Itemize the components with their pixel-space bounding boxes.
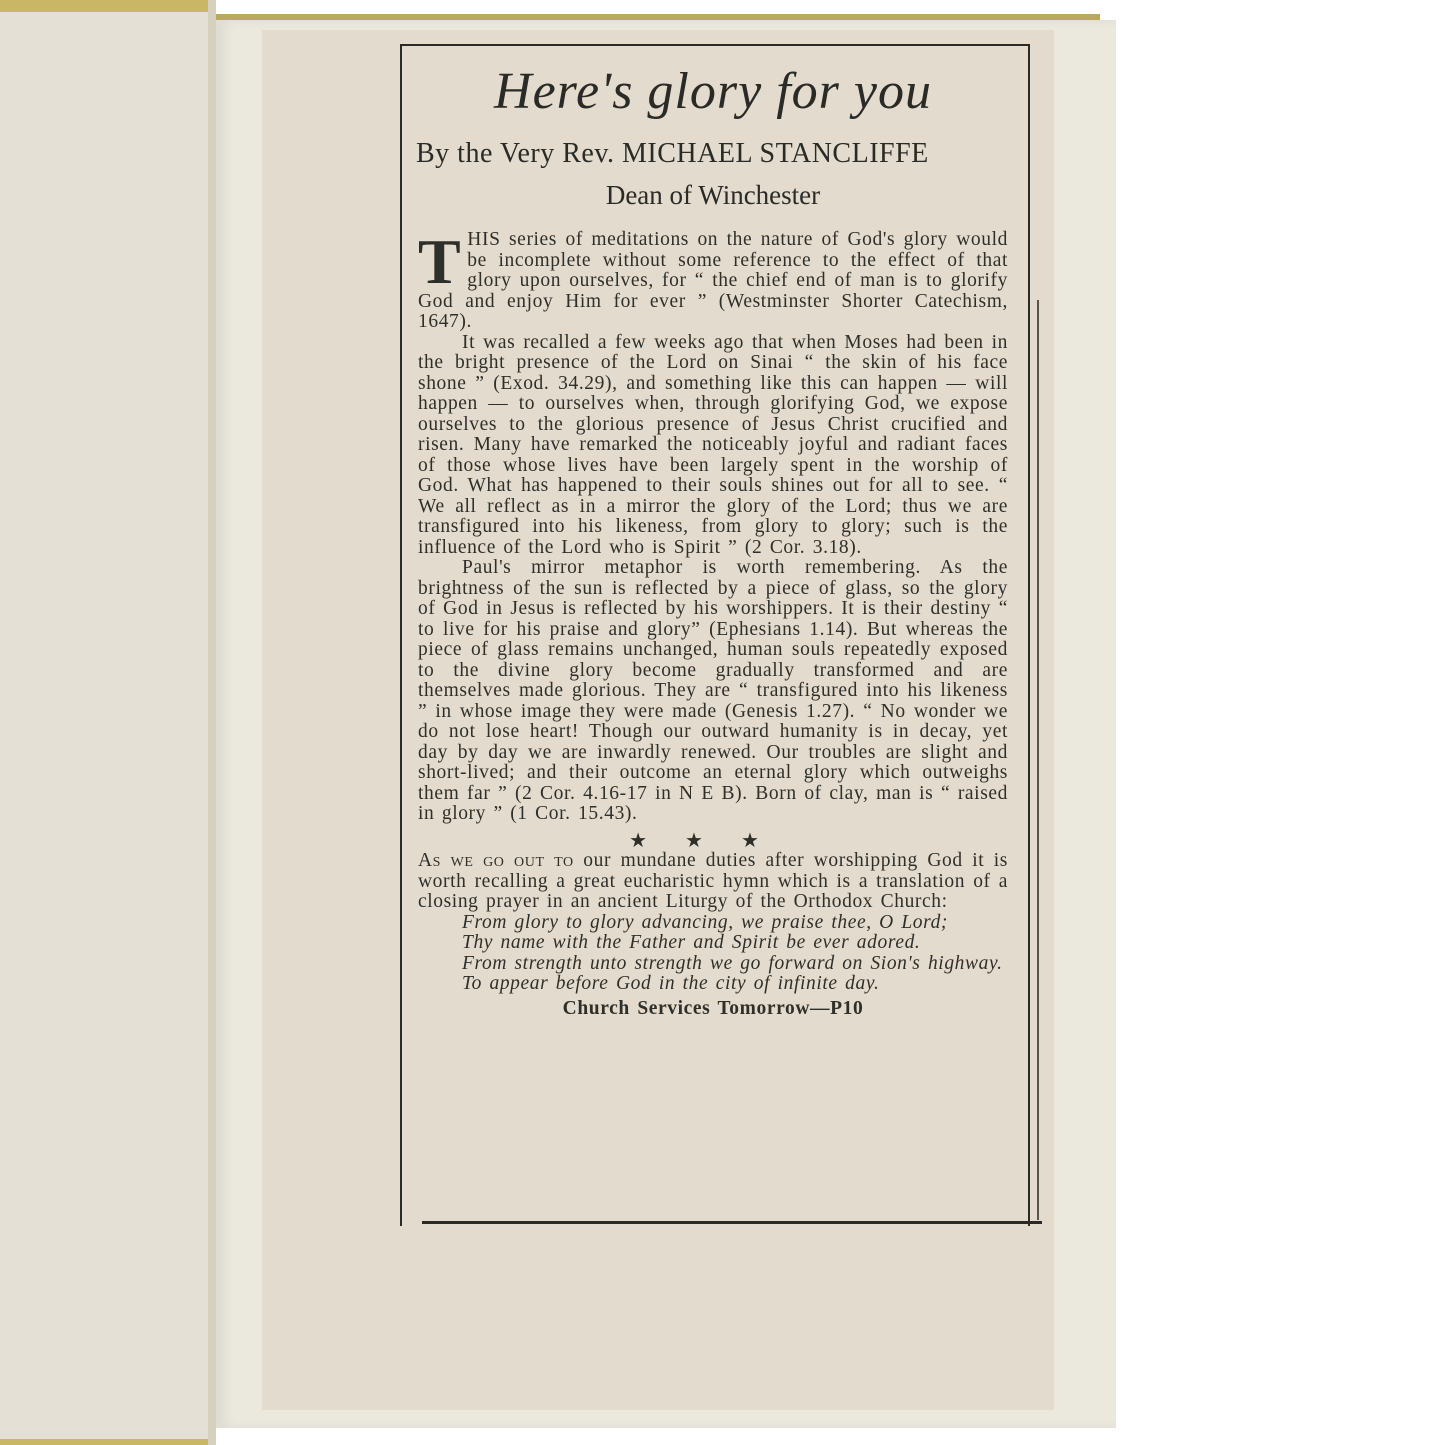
article-headline: Here's glory for you <box>494 63 932 120</box>
hymn-line: To appear before God in the city of infinite day. <box>462 973 880 994</box>
article-byline: By the Very Rev. MICHAEL STANCLIFFE <box>416 138 929 169</box>
paragraph-1 <box>418 226 1008 333</box>
closing-paragraph <box>418 851 1008 913</box>
book-gutter <box>208 0 216 1445</box>
paragraph-text: HIS series of meditations on the nature of God's glory would be incomplete without some reference to the effect of that glory upon ourselves, for “ the chief end of man is to glorify God and enjoy Him for ever ” (Westminster Shorter Catechism, 1647). <box>418 229 1008 332</box>
gilt-edge-bottom <box>0 1439 208 1445</box>
closing-text: our mundane duties after worshipping God it is worth recalling a great eucharistic hymn which is a translation of a closing prayer in an ancient Liturgy of the Orthodox Church: <box>418 850 1008 912</box>
author-position: Dean of Winchester <box>605 180 821 210</box>
drop-cap: T <box>418 226 462 297</box>
paragraph-2: It was recalled a few weeks ago that when Moses had been in the bright presence of the Lord on Sinai “ the skin of his face shone ” (Exod. 34.29), and something like this can happen — will happen — to ourselves when, through glorifying God, we expose ourselves to the glorious presence of Jesus Christ crucified and risen. Many have remarked the noticeably joyful and radiant faces of those whose lives have been largely spent in the worship of God. What has happened to their souls shines out for all to see. “ We all reflect as in a mirror the glory of the Lord; thus we are transfigured into his likeness, from glory to glory; such is the influence of the Lord who is Spirit ” (2 Cor. 3.18). <box>418 331 1008 558</box>
hymn-verse <box>418 913 1008 995</box>
hymn-line: From strength unto strength we go forward on Sion's highway. <box>462 952 1003 974</box>
gilt-edge-top <box>0 0 208 12</box>
paragraph-3: Paul's mirror metaphor is worth remembering. As the brightness of the sun is reflected by a piece of glass, so the glory of God in Jesus is reflected by his worshippers. It is their destiny “ to live for his praise and glory” (Ephesians 1.14). But whereas the piece of glass remains unchanged, human souls repeatedly exposed to the divine glory become gradually transformed and are themselves made glorious. They are “ transfigured into his likeness ” in whose image they were made (Genesis 1.27). “ No wonder we do not lose heart! Though our outward humanity is in decay, yet day by day we are inwardly renewed. Our troubles are slight and short-lived; and their outcome an eternal glory which outweighs them far ” (2 Cor. 4.16-17 in N E B). Born of clay, man is “ raised in glory ” (1 Cor. 15.43). <box>418 557 1008 824</box>
column-rule <box>1037 300 1039 1220</box>
star-separator: ★★★ <box>629 829 797 852</box>
book-cover-endpaper <box>0 0 211 1445</box>
article-bottom-rule <box>422 1221 1042 1224</box>
page-reference: Church Services Tomorrow—P10 <box>562 997 864 1019</box>
article-body <box>418 226 1008 1019</box>
hymn-line: From glory to glory advancing, we praise thee, O Lord; <box>462 911 949 933</box>
closing-lead: As we go out to <box>418 850 574 871</box>
hymn-line: Thy name with the Father and Spirit be ever adored. <box>462 932 921 953</box>
